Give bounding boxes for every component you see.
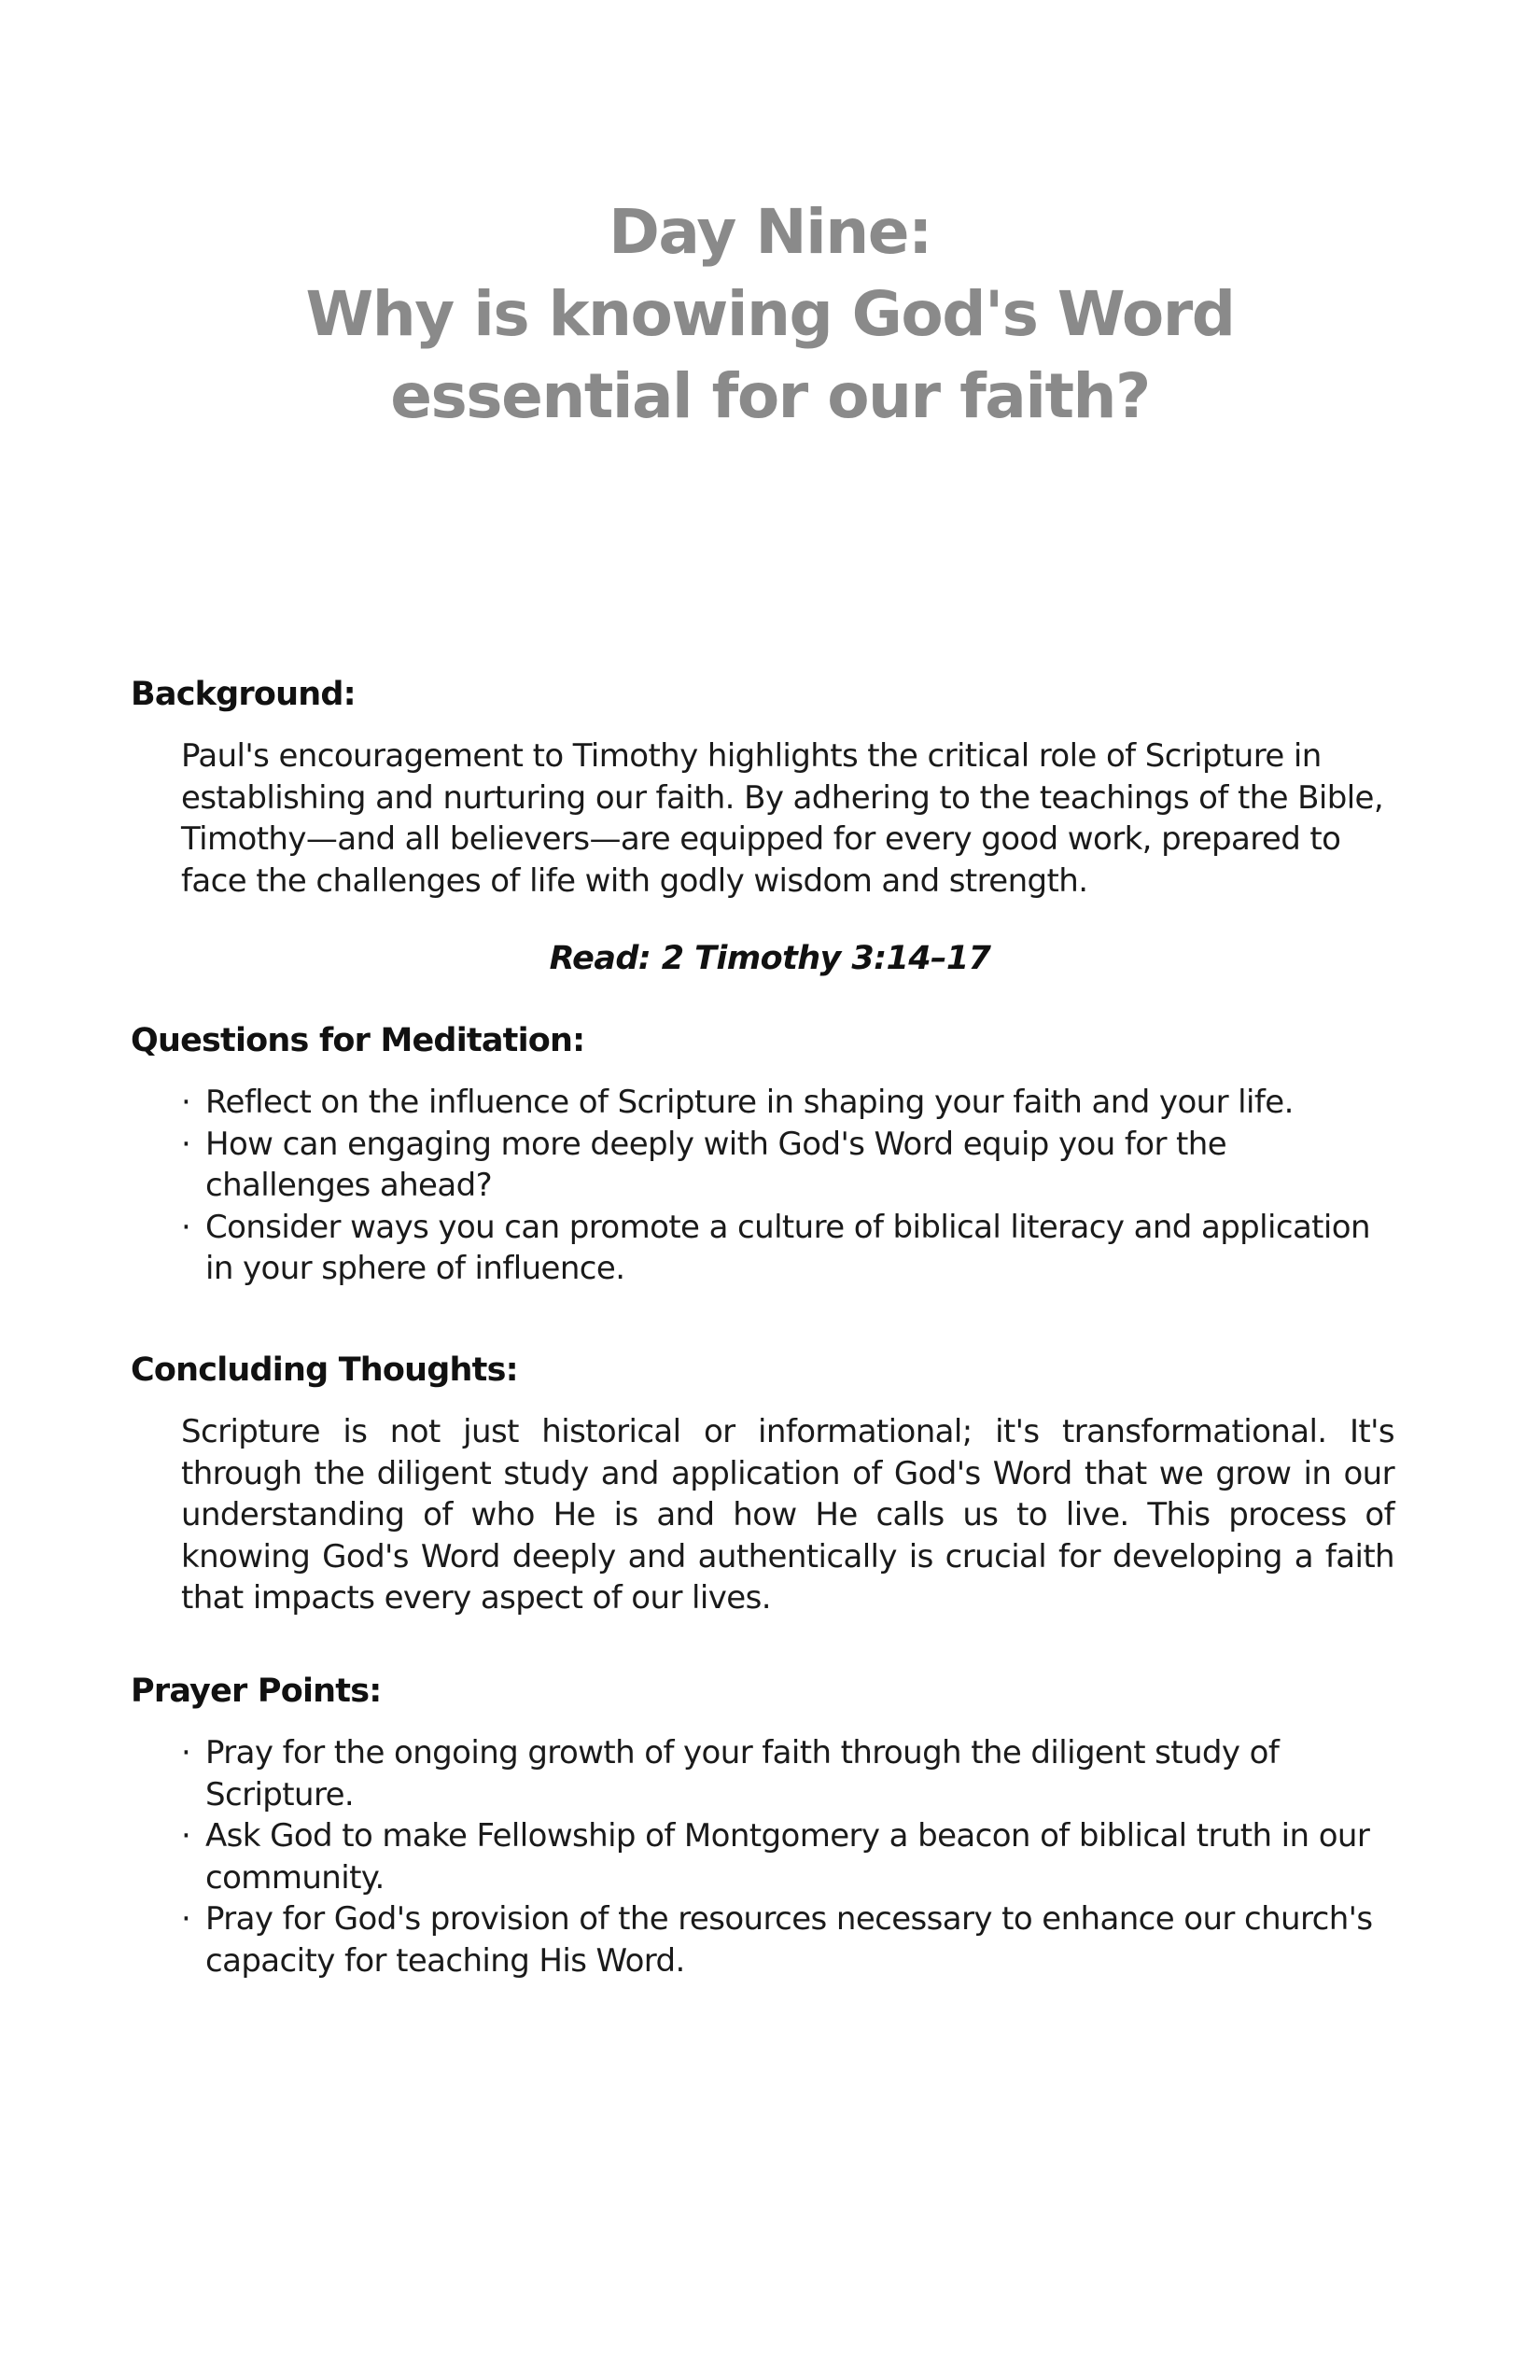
- list-item: [181, 1815, 1400, 1898]
- title-line-question-part2: essential for our faith?: [390, 360, 1150, 432]
- prayer-section: [131, 1671, 1400, 1981]
- bullet-dot: ·: [181, 1817, 191, 1855]
- question-text: Consider ways you can promote a culture of biblical literacy and application in your sphere of influence.: [205, 1208, 1370, 1287]
- bullet-dot: ·: [181, 1734, 191, 1771]
- background-heading: Background:: [131, 676, 356, 713]
- prayer-text: Pray for the ongoing growth of your faith through the diligent study of Scripture.: [205, 1734, 1280, 1813]
- list-item: [181, 1082, 1400, 1124]
- prayer-list: [181, 1732, 1400, 1981]
- bullet-dot: ·: [181, 1208, 191, 1246]
- question-text: Reflect on the influence of Scripture in shaping your faith and your life.: [205, 1084, 1294, 1121]
- bullet-dot: ·: [181, 1125, 191, 1163]
- prayer-text: Ask God to make Fellowship of Montgomery a beacon of biblical truth in our community.: [205, 1817, 1370, 1897]
- page-title: [0, 191, 1540, 438]
- list-item: [181, 1898, 1400, 1981]
- prayer-text: Pray for God's provision of the resources necessary to enhance our church's capacity for teaching His Word.: [205, 1900, 1373, 1980]
- concluding-section: [131, 1350, 1400, 1619]
- questions-list: [181, 1082, 1400, 1290]
- questions-heading: Questions for Meditation:: [131, 1022, 585, 1059]
- prayer-heading: Prayer Points:: [131, 1673, 382, 1710]
- list-item: [181, 1732, 1400, 1815]
- list-item: [181, 1124, 1400, 1207]
- background-section: [131, 674, 1400, 902]
- background-text: Paul's encouragement to Timothy highlights the critical role of Scripture in establishing and nurturing our faith. By adhering to the teachings of the Bible, Timothy—and all believers—are equipped for every good work, prepared to face the challenges of life with godly wisdom and strength.: [181, 737, 1384, 900]
- title-line-day: Day Nine:: [609, 196, 931, 268]
- scripture-reading: Read: 2 Timothy 3:14–17: [549, 940, 991, 977]
- title-line-question-part1: Why is knowing God's Word: [305, 278, 1235, 350]
- concluding-text: Scripture is not just historical or informational; it's transformational. It's through the diligent study and application of God's Word that we grow in our understanding of who He is and how He calls us to live. This process of knowing God's Word deeply and authentically is crucial for developing a faith that impacts every aspect of our lives.: [181, 1413, 1394, 1617]
- question-text: How can engaging more deeply with God's Word equip you for the challenges ahead?: [205, 1125, 1227, 1204]
- questions-section: [131, 1020, 1400, 1290]
- concluding-heading: Concluding Thoughts:: [131, 1351, 518, 1389]
- list-item: [181, 1207, 1400, 1290]
- bullet-dot: ·: [181, 1900, 191, 1938]
- bullet-dot: ·: [181, 1084, 191, 1121]
